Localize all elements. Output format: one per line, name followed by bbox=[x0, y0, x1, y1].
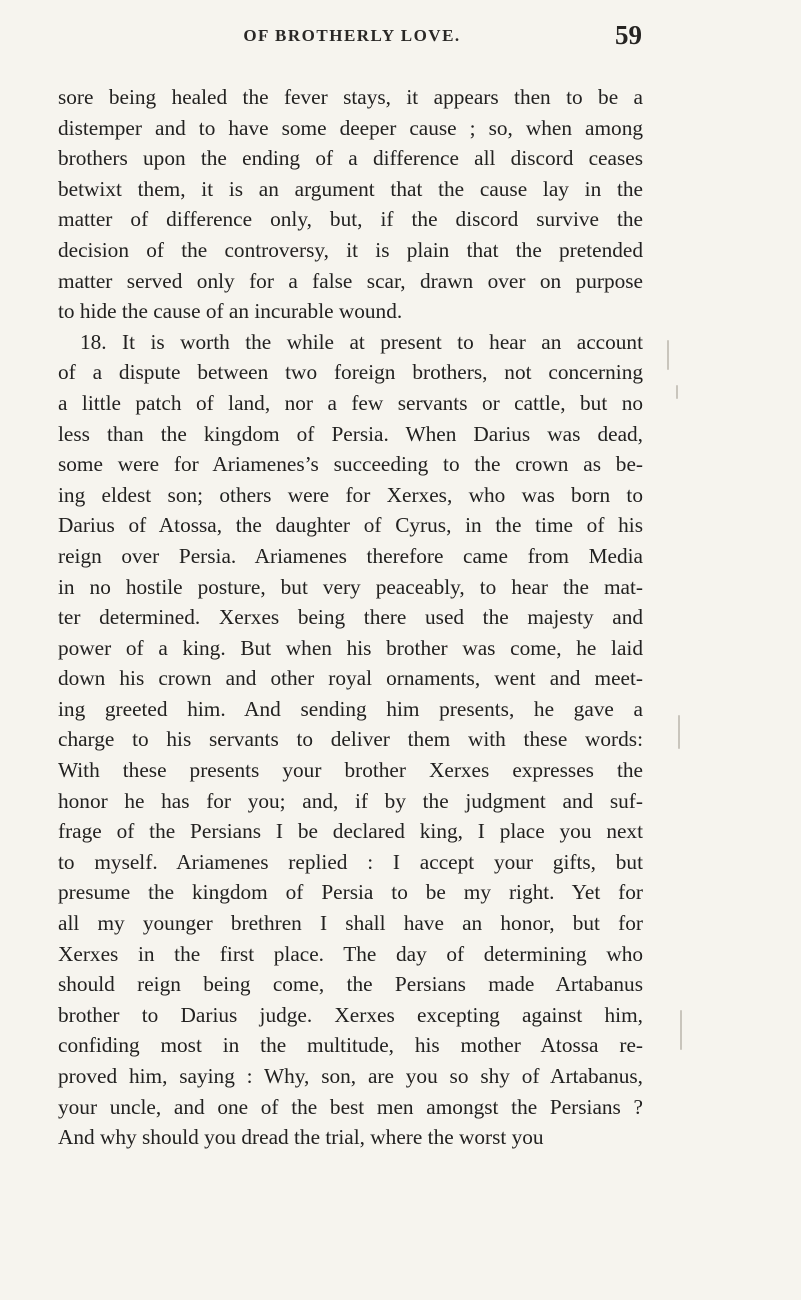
text-line: brother to Darius judge. Xerxes excepting against him, bbox=[58, 1002, 643, 1027]
text-line: ing greeted him. And sending him presents, he gave a bbox=[58, 696, 643, 721]
text-line: your uncle, and one of the best men amongst the Persians ? bbox=[58, 1094, 643, 1119]
body-text bbox=[58, 82, 643, 1153]
text-line: brothers upon the ending of a difference all discord ceases bbox=[58, 146, 643, 171]
text-line: betwixt them, it is an argument that the cause lay in the bbox=[58, 176, 643, 201]
text-line: reign over Persia. Ariamenes therefore came from Media bbox=[58, 543, 643, 568]
text-line: to myself. Ariamenes replied : I accept your gifts, but bbox=[58, 849, 643, 874]
text-line: in no hostile posture, but very peaceably, to hear the mat- bbox=[58, 574, 643, 599]
text-line: down his crown and other royal ornaments, went and meet- bbox=[58, 666, 643, 691]
text-line: all my younger brethren I shall have an honor, but for bbox=[58, 911, 643, 936]
text-line: honor he has for you; and, if by the judgment and suf- bbox=[58, 788, 643, 813]
text-line: matter of difference only, but, if the discord survive the bbox=[58, 207, 643, 232]
text-line: With these presents your brother Xerxes expresses the bbox=[58, 758, 643, 783]
show-through-mark bbox=[680, 1010, 682, 1050]
text-line: to hide the cause of an incurable wound. bbox=[58, 299, 403, 324]
text-line: 18. It is worth the while at present to hear an account bbox=[80, 329, 643, 354]
show-through-mark bbox=[678, 715, 680, 749]
text-line: sore being healed the fever stays, it appears then to be a bbox=[58, 85, 643, 109]
running-title: OF BROTHERLY LOVE. bbox=[243, 26, 461, 45]
text-line: proved him, saying : Why, son, are you so shy of Artabanus, bbox=[58, 1064, 643, 1088]
text-line: presume the kingdom of Persia to be my right. Yet for bbox=[58, 880, 643, 905]
text-line: less than the kingdom of Persia. When Darius was dead, bbox=[58, 421, 643, 446]
show-through-mark bbox=[676, 385, 678, 399]
running-head bbox=[62, 20, 642, 54]
text-line: confiding most in the multitude, his mother Atossa re- bbox=[58, 1033, 643, 1058]
text-line: And why should you dread the trial, where the worst you bbox=[58, 1125, 544, 1150]
text-line: frage of the Persians I be declared king, I place you next bbox=[58, 819, 643, 844]
page-number: 59 bbox=[615, 20, 642, 50]
text-line: decision of the controversy, it is plain that the pretended bbox=[58, 237, 643, 262]
text-line: ter determined. Xerxes being there used the majesty and bbox=[58, 605, 643, 630]
text-line: matter served only for a false scar, drawn over on purpose bbox=[58, 268, 643, 293]
text-line: Darius of Atossa, the daughter of Cyrus, in the time of his bbox=[58, 513, 643, 538]
text-line: ing eldest son; others were for Xerxes, who was born to bbox=[58, 482, 643, 507]
text-line: power of a king. But when his brother was come, he laid bbox=[58, 635, 643, 660]
text-line: some were for Ariamenes’s succeeding to the crown as be- bbox=[58, 452, 643, 477]
text-line: should reign being come, the Persians made Artabanus bbox=[58, 972, 643, 997]
show-through-mark bbox=[667, 340, 669, 370]
text-line: Xerxes in the first place. The day of determining who bbox=[58, 941, 643, 966]
text-line: distemper and to have some deeper cause ; so, when among bbox=[58, 115, 643, 140]
text-line: charge to his servants to deliver them with these words: bbox=[58, 727, 643, 752]
text-line: of a dispute between two foreign brothers, not concerning bbox=[58, 360, 643, 385]
text-line: a little patch of land, nor a few servants or cattle, but no bbox=[58, 390, 643, 415]
